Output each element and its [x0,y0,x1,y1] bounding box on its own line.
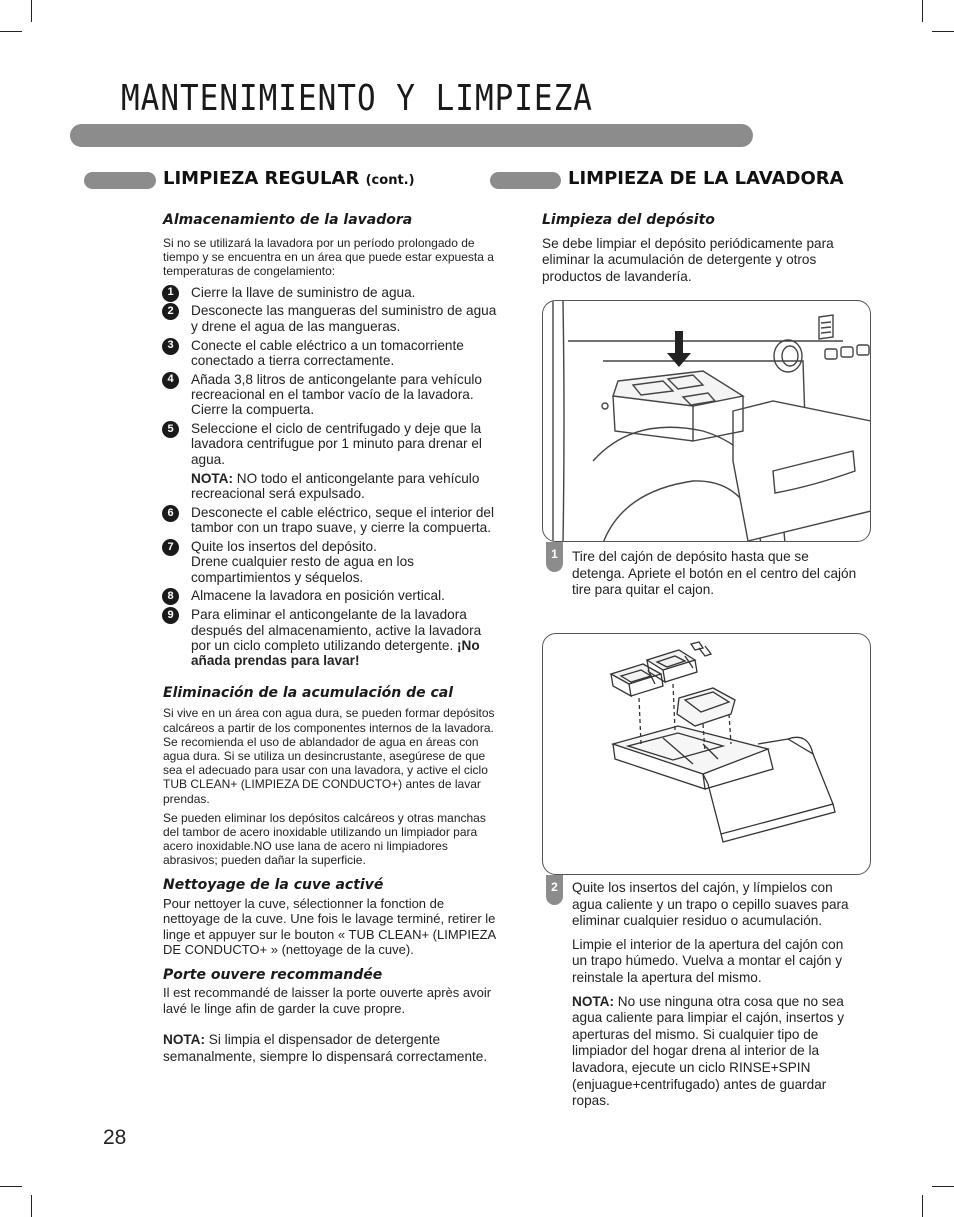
step-number: 5 [162,421,179,438]
step-text: Almacene la lavadora en posición vertical. [191,588,445,604]
step-text: Conecte el cable eléctrico a un tomacorriente conectado a tierra correctamente. [191,337,464,368]
section-pill-left [84,172,156,189]
drawer-inserts-svg [543,634,871,875]
crop-mark [932,1186,954,1187]
note-label: NOTA: [572,993,615,1009]
step-3 [163,338,497,369]
step-number: 4 [162,372,179,389]
figure-1-caption: Tire del cajón de depósito hasta que se detenga. Apriete el botón en el centro del cajón tire para quitar el cajon. [572,549,857,598]
crop-mark [922,1195,923,1217]
step-9 [163,607,497,668]
step-text: Desconecte el cable eléctrico, seque el interior del tambor con un trapo suave, y cierre la compuerta. [191,504,495,536]
step-5 [163,421,497,501]
page-number: 28 [103,1126,127,1149]
step-text: Desconecte las mangueras del suministro de agua y drene el agua de las mangueras. [191,303,497,334]
storage-title: Almacenamiento de la lavadora [163,212,413,228]
scale-paragraph-2: Se pueden eliminar los depósitos calcáreos y otras manchas del tambor de acero inoxidable utilizando un limpiador para acero inoxidable.NO use lana de acero ni limpiadores abrasivos; pueden dañar la superficie. [163,810,486,868]
illustration-drawer-inserts [542,633,871,875]
note-text: No use ninguna otra cosa que no sea agua caliente para limpiar el cajón, insertos y aperturas del mismo. Si cualquier tipo de limpiador del hogar drena al interior de la lavadora, ejecute un ciclo RINSE+SPIN (enjuague+centrifugado) antes de guardar ropas. [572,993,845,1109]
left-column [163,212,497,1065]
step-4 [163,372,497,418]
figure-2-text [572,880,862,1110]
dispenser-intro: Se debe limpiar el depósito periódicamente para eliminar la acumulación de detergente y otros productos de lavandería. [542,236,834,284]
step-text: Añada 3,8 litros de anticongelante para vehículo recreacional en el tambor vacío de la lavadora. Cierre la compuerta. [191,371,482,418]
scale-paragraph-1: Si vive en un área con agua dura, se pueden formar depósitos calcáreos a partir de los componentes internos de la lavadora. Se recomienda el uso de ablandador de agua en áreas con agua dura. Si se utiliza un desincrustante, asegúrese de que sea el adecuado para usar con una lavadora, y active el ciclo TUB CLEAN+ (LIMPIEZA DE CONDUCTO+) antes de lavar prendas. [163,706,495,806]
section-heading-regular [163,168,415,189]
step-5-note [191,471,497,502]
figure-2-note [572,994,862,1110]
washer-drawer-svg [543,301,871,542]
storage-steps [163,285,497,669]
note-label: NOTA: [191,470,234,486]
step-number: 9 [162,607,179,624]
step-1 [163,285,497,300]
step-number: 1 [162,285,179,302]
step-number: 6 [162,505,179,522]
crop-mark [932,31,954,32]
tubclean-text: Pour nettoyer la cuve, sélectionner la fonction de nettoyage de la cuve. Une fois le lavage terminé, retirer le linge et appuyer sur le bouton « TUB CLEAN+ (LIMPIEZA DE CONDUCTO+ » (nettoyage de la cuve). [163,895,496,958]
crop-mark [31,0,32,22]
note-label: NOTA: [163,1032,206,1048]
step-8 [163,588,497,603]
section-pill-right [490,172,561,189]
step-bold: ¡No añada prendas para lavar! [191,637,480,669]
figure-1-tab: 1 [546,542,563,572]
step-number: 2 [162,303,179,320]
figure-2-tab: 2 [546,875,563,905]
right-column [542,212,877,285]
crop-mark [31,1195,32,1217]
tubclean-title: Nettoyage de la cuve activé [163,876,384,893]
step-number: 7 [162,539,179,556]
crop-mark [0,1186,22,1187]
step-6 [163,505,497,536]
step-number: 8 [162,588,179,605]
step-2 [163,303,497,334]
illustration-drawer-pulled [542,300,871,542]
scale-title: Eliminación de la acumulación de cal [163,685,454,702]
figure-1-text [572,549,862,599]
page-title: MANTENIMIENTO Y LIMPIEZA [121,78,593,120]
step-text: Quite los insertos del depósito. [191,539,377,555]
door-title: Porte ouvere recommandée [163,967,383,984]
crop-mark [922,0,923,22]
door-note [163,1032,497,1065]
note-text: NO todo el anticongelante para vehículo recreacional será expulsado. [191,470,480,502]
step-text: Cierre la llave de suministro de agua. [191,284,416,300]
step-7 [163,539,497,585]
note-text: Si limpia el dispensador de detergente semanalmente, siempre lo dispensará correctamente. [163,1032,488,1064]
dispenser-title: Limpieza del depósito [542,212,715,228]
section-heading-text: LIMPIEZA REGULAR [163,168,360,189]
step-text-2: Drene cualquier resto de agua en los compartimientos y séquelos. [191,554,414,585]
storage-intro: Si no se utilizará la lavadora por un período prolongado de tiempo y se encuentra en un área que puede estar expuesta a temperaturas de congelamiento: [163,236,494,279]
step-number: 3 [162,338,179,355]
step-text: Seleccione el ciclo de centrifugado y deje que la lavadora centrifugue por 1 minuto para drenar el agua. [191,420,482,467]
door-text: Il est recommandé de laisser la porte ouverte après avoir lavé le linge afin de garder la cuve propre. [163,985,492,1016]
title-bar [70,124,753,147]
figure-2-paragraph-2: Limpie el interior de la apertura del cajón con un trapo húmedo. Vuelva a montar el cajón y reinstale la apertura del mismo. [572,936,844,985]
figure-2-paragraph-1: Quite los insertos del cajón, y límpielos con agua caliente y un trapo o cepillo suaves para eliminar cualquier residuo o acumulación. [572,880,849,929]
section-heading-washer: LIMPIEZA DE LA LAVADORA [568,168,844,189]
section-heading-suffix: (cont.) [365,173,415,188]
step-text: Para eliminar el anticongelante de la lavadora después del almacenamiento, active la lavadora por un ciclo completo utilizando detergente. [191,607,482,653]
crop-mark [0,31,22,32]
